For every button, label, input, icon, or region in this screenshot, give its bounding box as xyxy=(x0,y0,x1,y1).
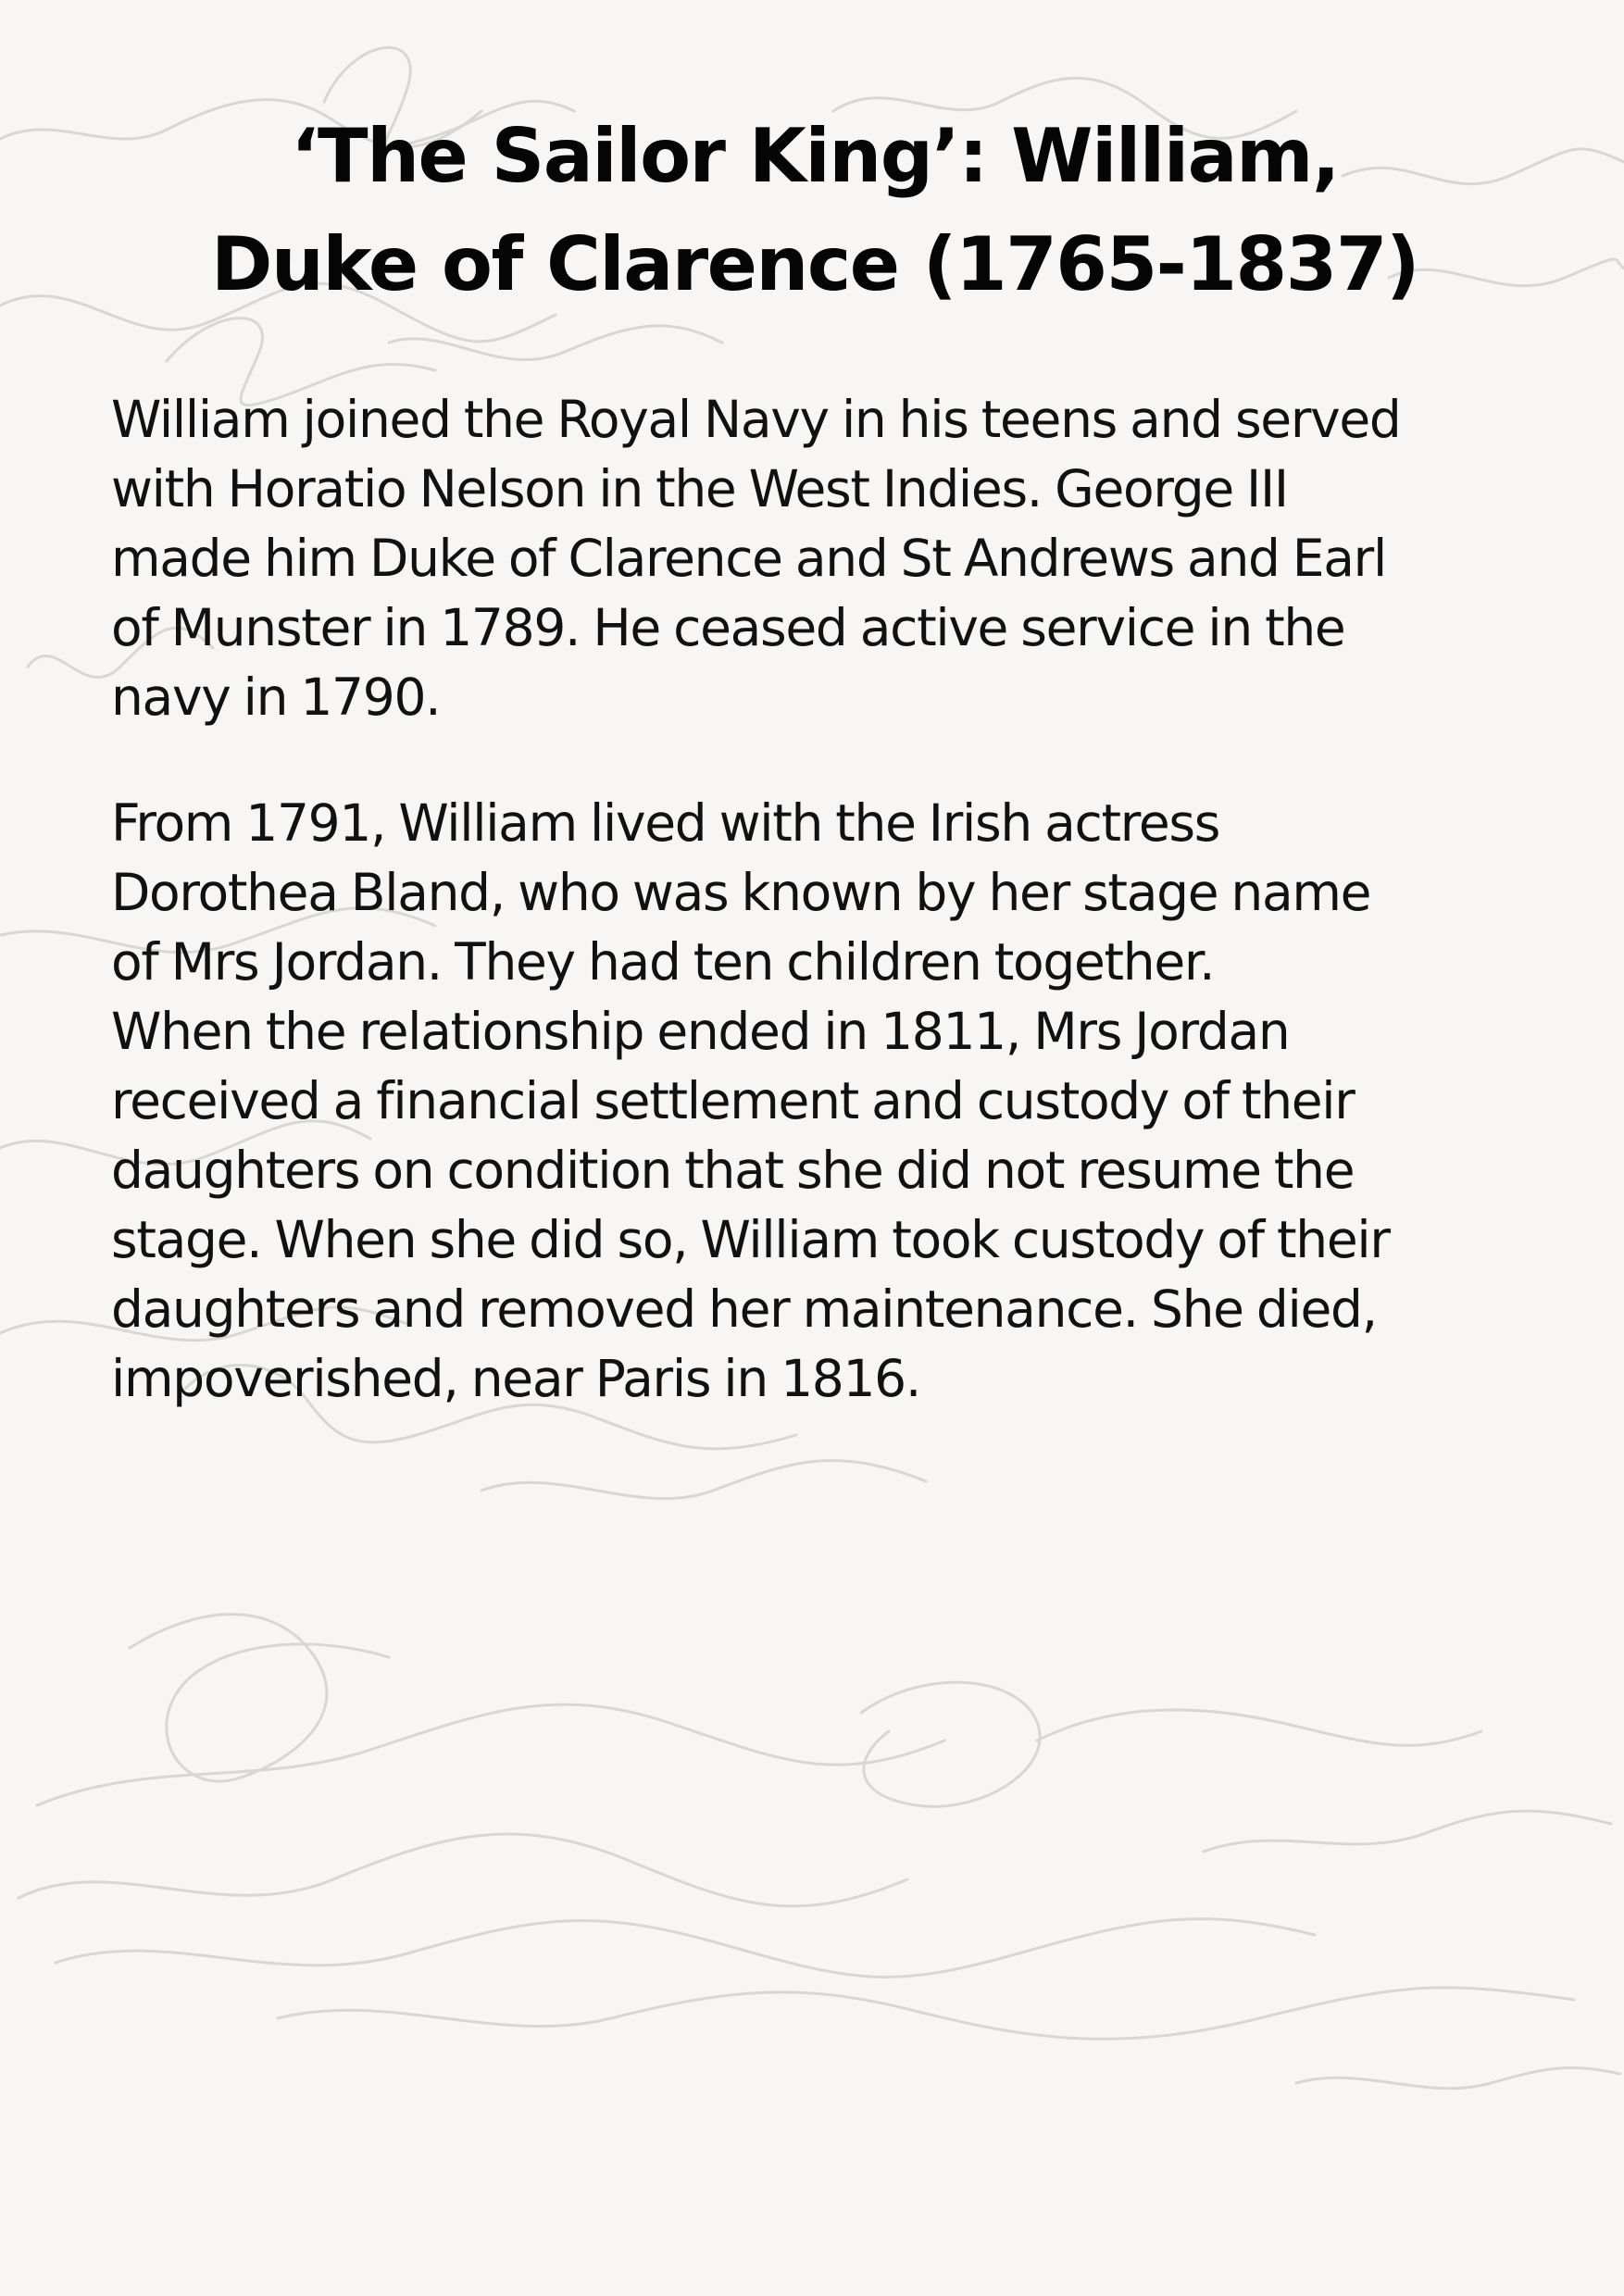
panel-title xyxy=(111,102,1518,318)
paragraph-line: received a financial settlement and custody of their xyxy=(111,1071,1355,1130)
paragraph-line: daughters on condition that she did not resume the xyxy=(111,1141,1355,1200)
title-line: ‘The Sailor King’: William, xyxy=(291,113,1339,199)
paragraph-line: stage. When she did so, William took custody of their xyxy=(111,1210,1390,1269)
paragraph-line: When the relationship ended in 1811, Mrs Jordan xyxy=(111,1002,1290,1061)
title-line: Duke of Clarence (1765-1837) xyxy=(210,221,1419,307)
paragraph-line: Dorothea Bland, who was known by her stage name xyxy=(111,863,1371,922)
paragraph-line: with Horatio Nelson in the West Indies. George III xyxy=(111,459,1288,518)
paragraph-line: William joined the Royal Navy in his teens and served xyxy=(111,390,1401,449)
body-paragraph-mrs-jordan xyxy=(111,789,1518,1414)
paragraph-line: navy in 1790. xyxy=(111,668,441,727)
paragraph-line: made him Duke of Clarence and St Andrews and Earl xyxy=(111,529,1386,588)
paragraph-line: of Mrs Jordan. They had ten children together. xyxy=(111,932,1215,992)
paragraph-line: of Munster in 1789. He ceased active service in the xyxy=(111,598,1345,657)
paragraph-line: From 1791, William lived with the Irish actress xyxy=(111,793,1220,853)
exhibition-text-panel xyxy=(111,102,1518,1414)
paragraph-line: impoverished, near Paris in 1816. xyxy=(111,1349,921,1408)
paragraph-line: daughters and removed her maintenance. She died, xyxy=(111,1279,1377,1339)
body-paragraph-naval-career xyxy=(111,385,1518,732)
